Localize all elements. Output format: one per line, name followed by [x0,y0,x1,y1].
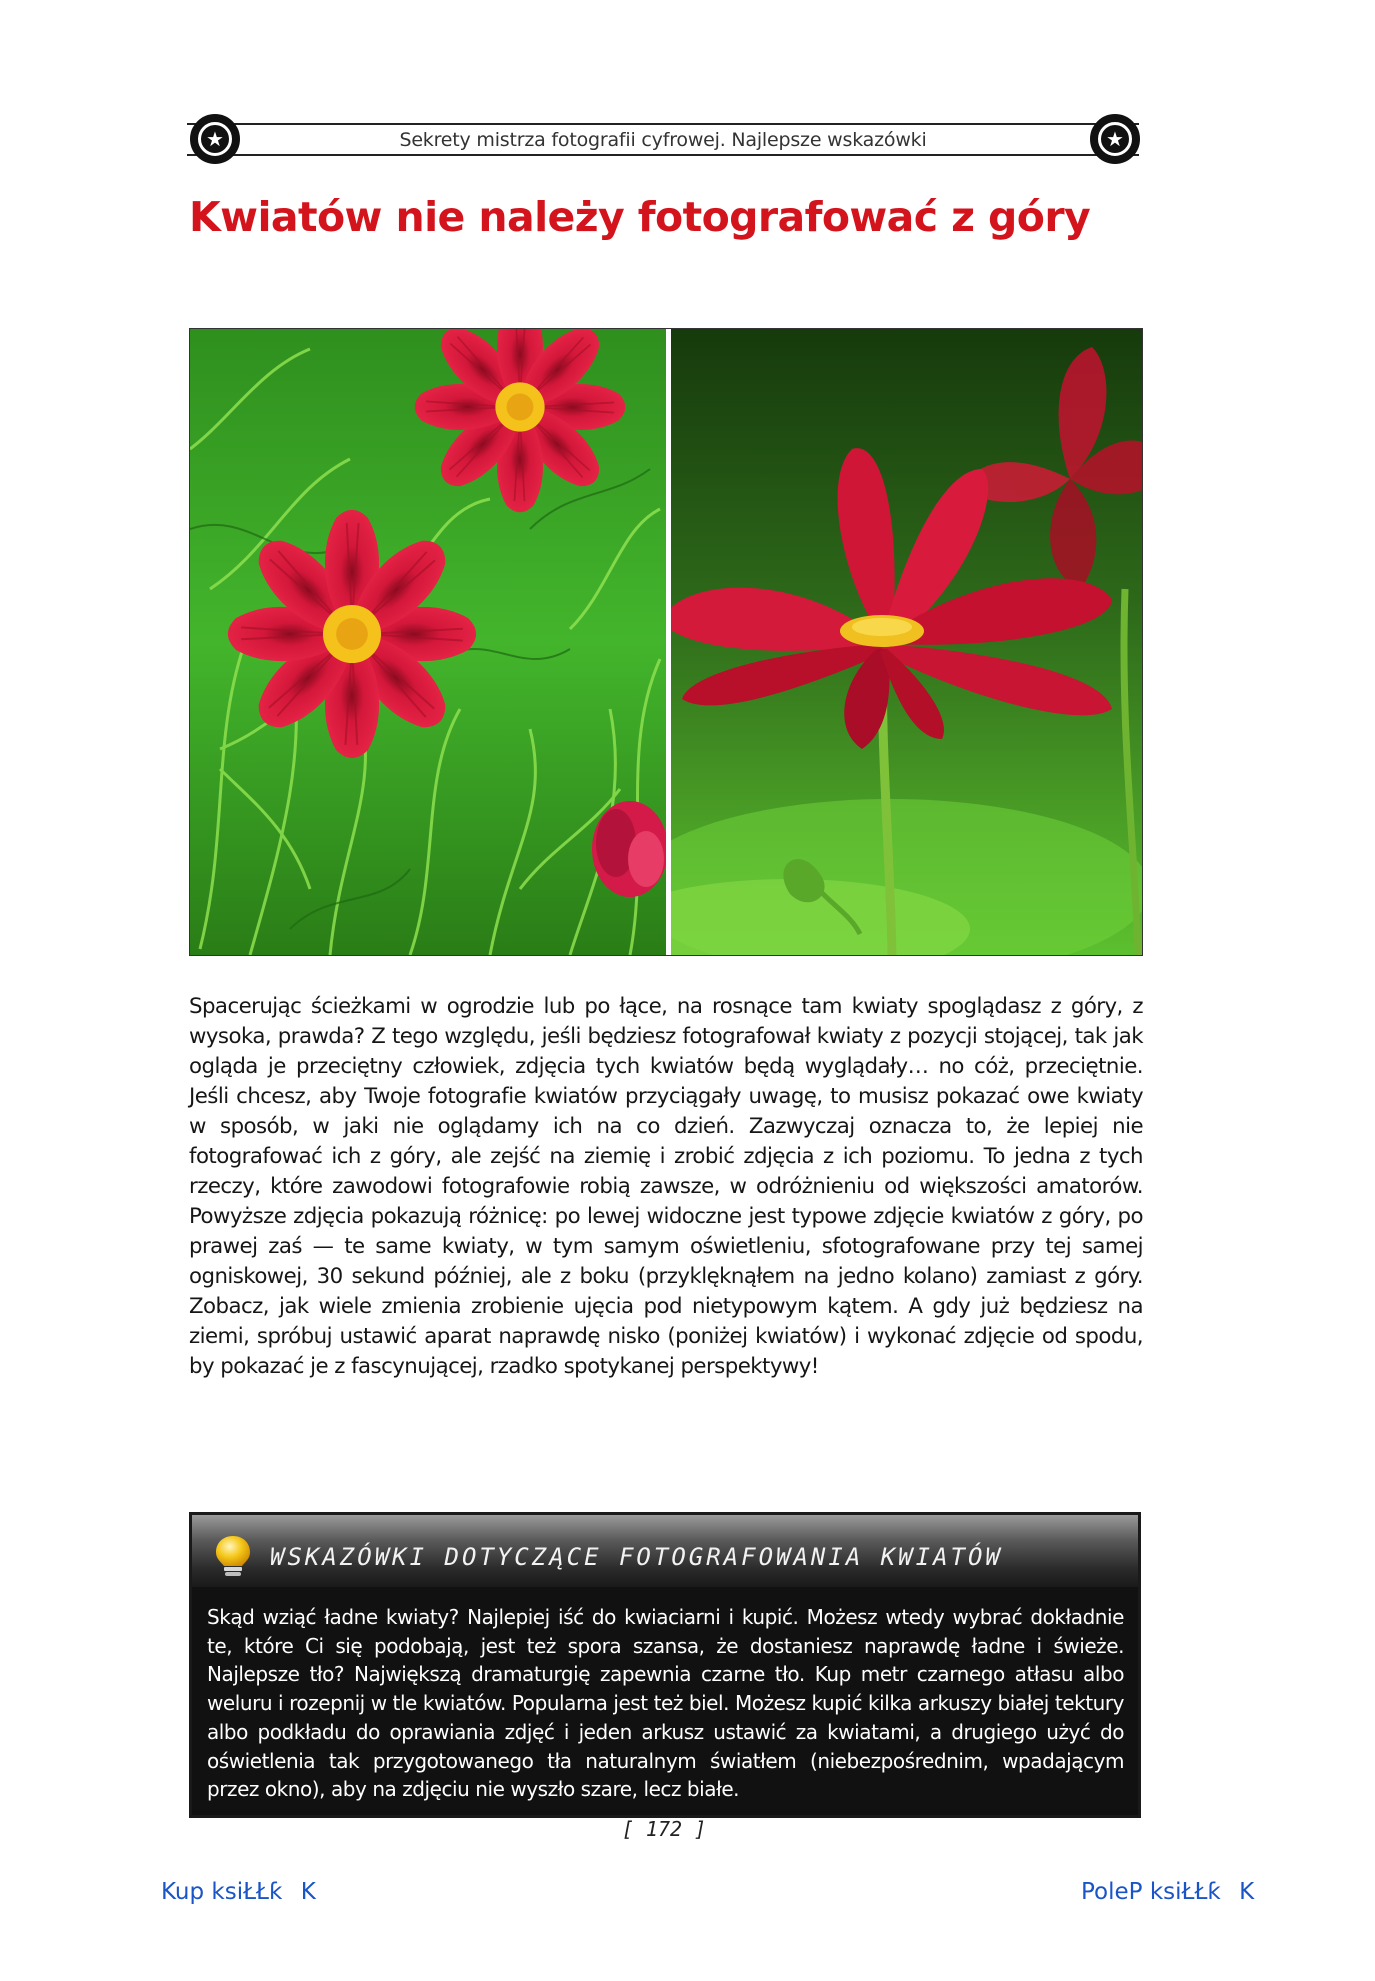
buy-book-link[interactable]: Kup ksiŁŁƙK [161,1879,316,1905]
lightbulb-icon [210,1533,256,1579]
running-title: Sekrety mistrza fotografii cyfrowej. Najlepsze wskazówki [399,129,927,151]
running-header [187,123,1139,156]
tip-title: WSKAZÓWKI DOTYCZĄCE FOTOGRAFOWANIA KWIATÓW [270,1543,1003,1571]
page-title: Kwiatów nie należy fotografować z góry [189,193,1091,241]
star-badge-icon: ★ [1090,114,1140,164]
tip-text: Skąd wziąć ładne kwiaty? Najlepiej iść do kwiaciarni i kupić. Możesz wtedy wybrać dokładnie te, które Ci się podobają, jest też spora szansa, że dostaniesz naprawdę ładne i świeże. Najlepsze tło? Największą dramaturgię zapewnia czarne tło. Kup metr czarnego atłasu albo weluru i rozepnij w tle kwiatów. Popularna jest też biel. Możesz kupić kilka arkuszy białej tektury albo podkładu do oprawiania zdjęć i jeden arkusz ustawić za kwiatami, a drugiego użyć do oświetlenia tak przygotowanego tła naturalnym światłem (niebezpośrednim, wpadającym przez okno), aby na zdjęciu nie wyszło szare, lecz białe. [207,1605,1124,1802]
recommend-book-link[interactable]: PoleP ksiŁŁƙK [1081,1879,1255,1905]
tip-box [189,1512,1141,1818]
star-badge-icon: ★ [190,114,240,164]
tip-header [192,1515,1138,1587]
flower-comparison-photo [189,328,1143,956]
article-body: Spacerując ścieżkami w ogrodzie lub po łące, na rosnące tam kwiaty spoglądasz z góry, z wysoka, prawda? Z tego względu, jeśli będziesz fotografował kwiaty z pozycji stojącej, tak jak ogląda je przeciętny człowiek, zdjęcia tych kwiatów będą wyglądały… no cóż, przeciętnie. Jeśli chcesz, aby Twoje fotografie kwiatów przyciągały uwagę, to musisz pokazać owe kwiaty w sposób, w jaki nie oglądamy ich na co dzień. Zazwyczaj oznacza to, że lepiej nie fotografować ich z góry, ale zejść na ziemię i zrobić zdjęcia z ich poziomu. To jedna z tych rzeczy, które zawodowi fotografowie robią zawsze, w odróżnieniu od większości amatorów. Powyższe zdjęcia pokazują różnicę: po lewej widoczne jest typowe zdjęcie kwiatów z góry, po prawej zaś — te same kwiaty, w tym samym oświetleniu, sfotografowane przy tej samej ogniskowej, 30 sekund później, ale z boku (przyklęknąłem na jedno kolano) zamiast z góry. Zobacz, jak wiele zmienia zrobienie ujęcia pod nietypowym kątem. A gdy już będziesz na ziemi, spróbuj ustawić aparat naprawdę nisko (poniżej kwiatów) i wykonać zdjęcie od spodu, by pokazać je z fascynującej, rzadko spotykanej perspektywy! [189,994,1143,1379]
page-number: [ 172 ] [621,1817,707,1841]
